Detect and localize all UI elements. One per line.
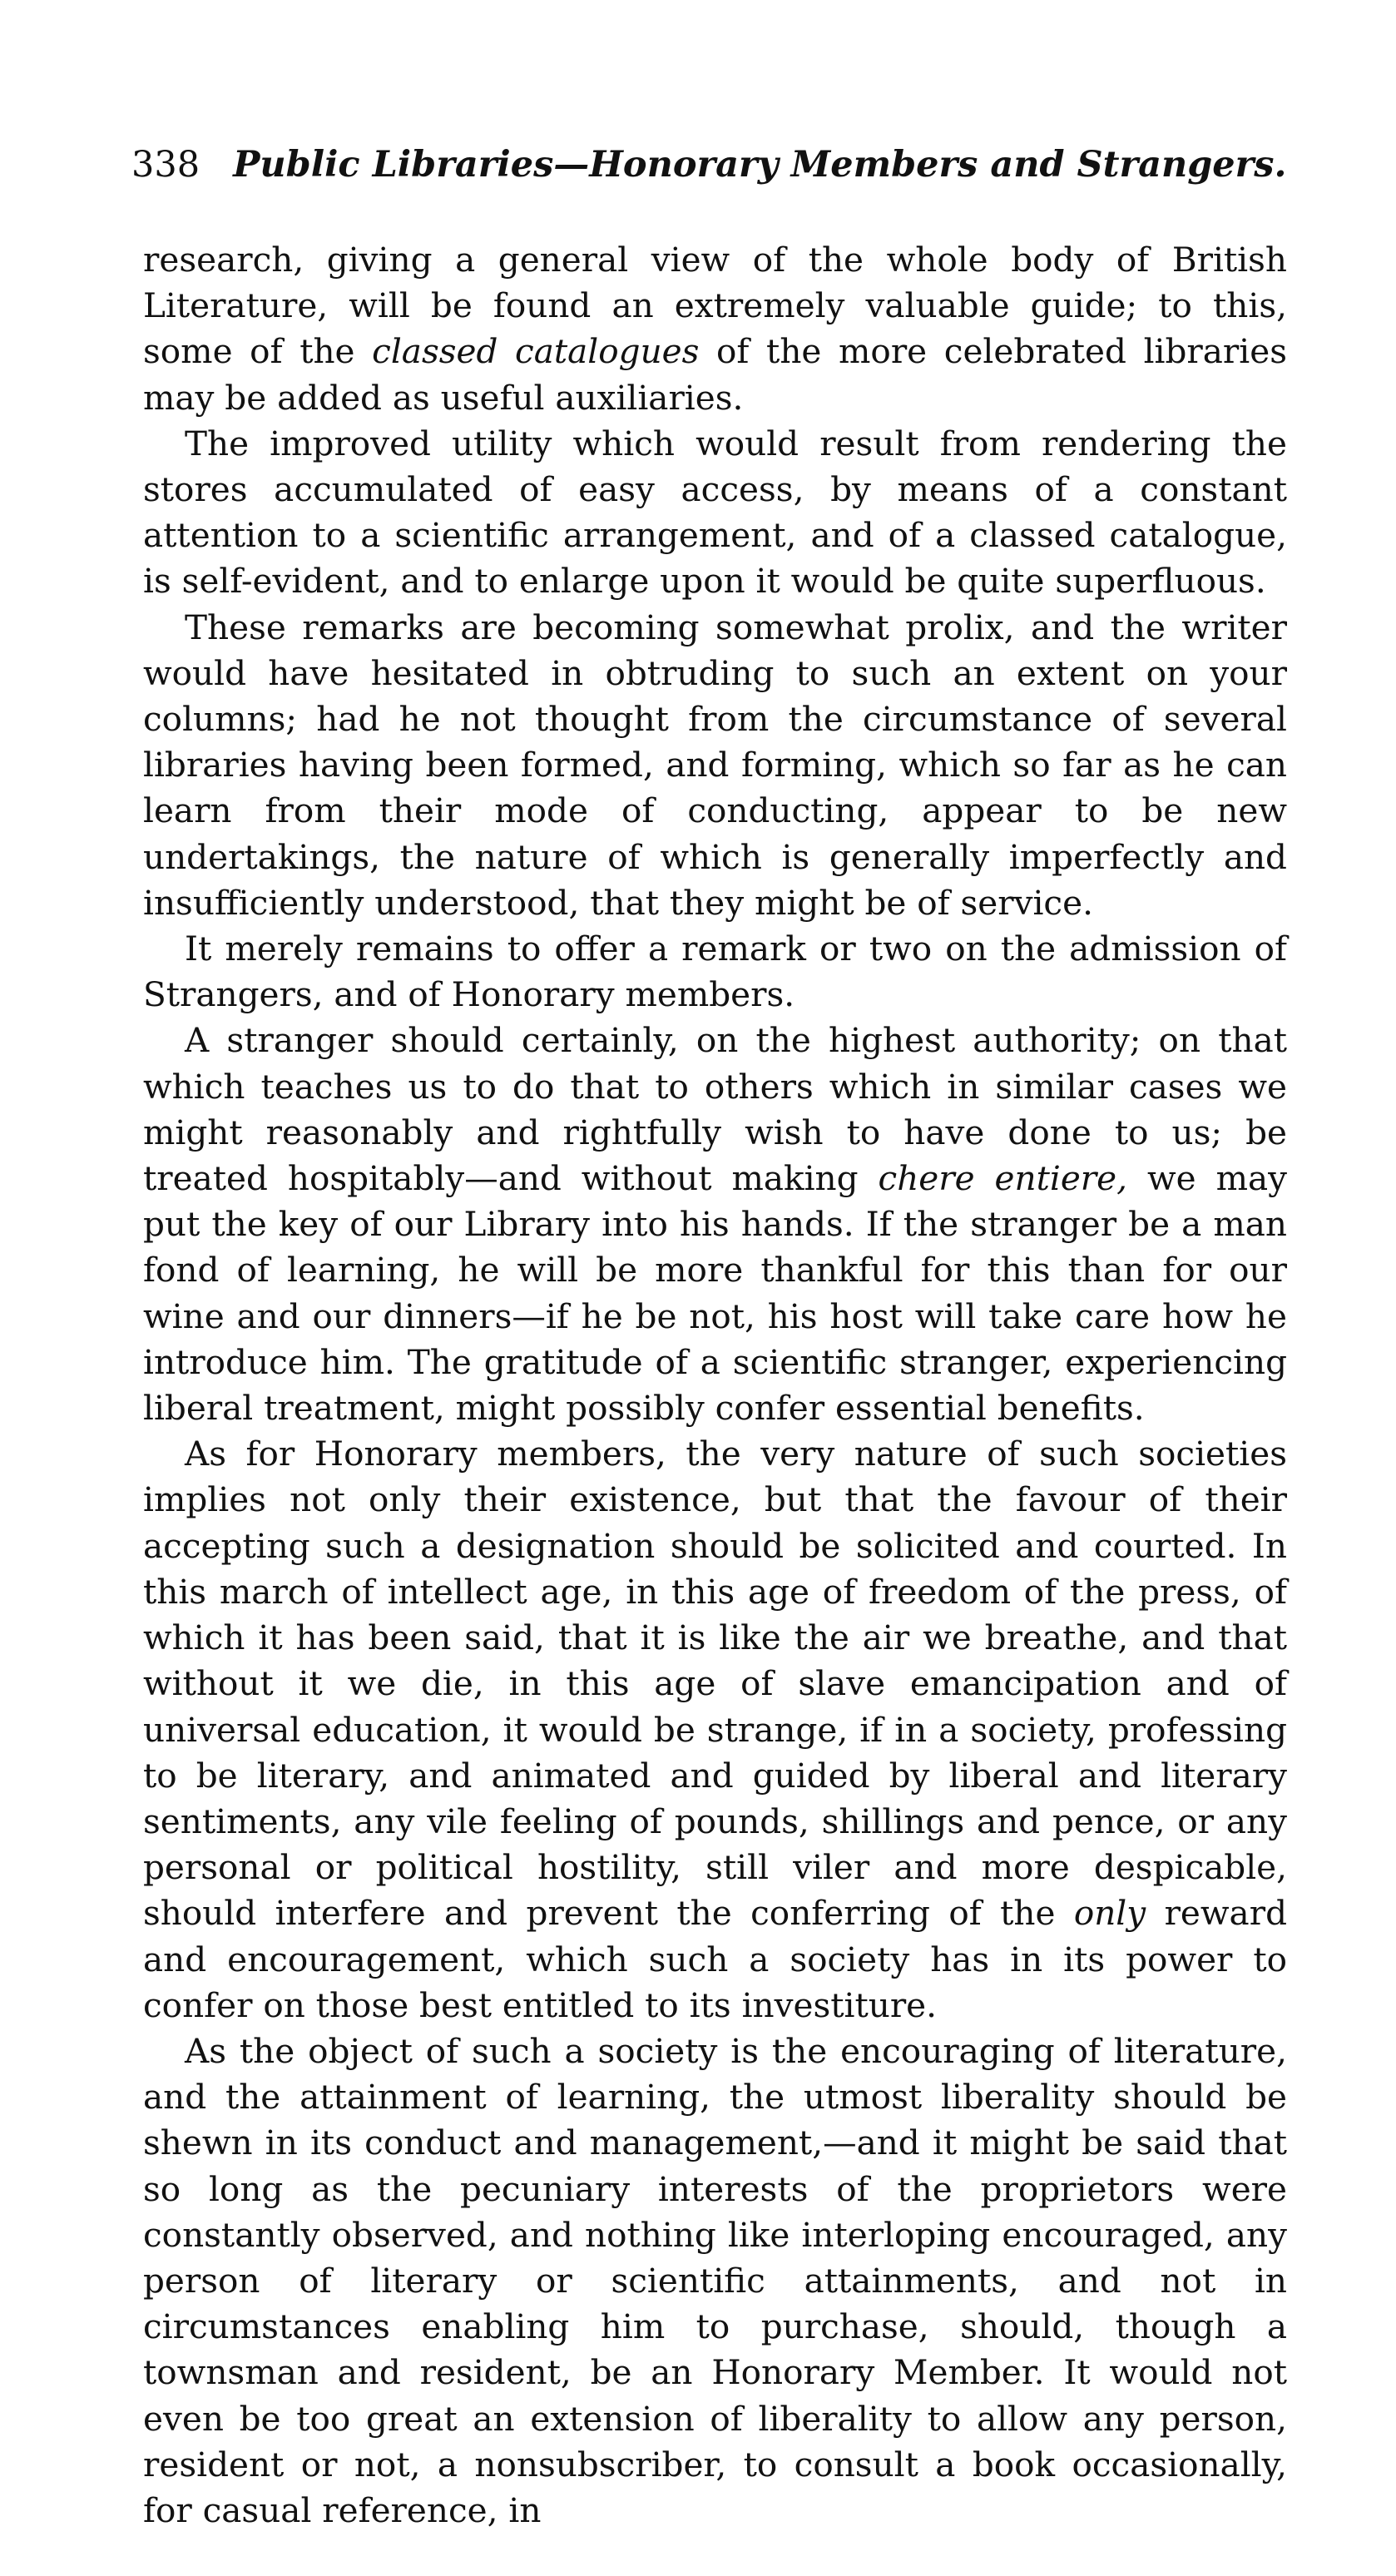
body-text (143, 237, 1287, 2534)
paragraph-4: It merely remains to offer a remark or two on the admission of Strangers, and of Honorary members. (143, 929, 1287, 1015)
paragraph-1-text-b: of the more celebrated libraries may be added as useful auxiliaries. (143, 331, 1287, 418)
paragraph-1-italic: classed catalogues (372, 331, 700, 372)
paragraph-5-text-b: we may put the key of our Library into his hands. If the stranger be a man fond of learning, he will be more thankful for this than for our wine and our dinners—if he be not, his host will take care how he introduce him. The gratitude of a scientific stranger, experiencing liberal treatment, might possibly confer essential benefits. (143, 1158, 1287, 1429)
running-head (131, 143, 1296, 186)
paragraph-6-text-b: reward and encouragement, which such a society has in its power to confer on those best entitled to its investiture. (143, 1893, 1287, 2025)
paragraph-6-text-a: As for Honorary members, the very nature of such societies implies not only their existence, but that the favour of their accepting such a designation should be solicited and courted. In this march of intellect age, in this age of freedom of the press, of which it has been said, that it is like the air we breathe, and that without it we die, in this age of slave emancipation and of universal education, it would be strange, if in a society, professing to be literary, and animated and guided by liberal and literary sentiments, any vile feeling of pounds, shillings and pence, or any personal or political hostility, still viler and more despicable, should interfere and prevent the conferring of the (143, 1434, 1287, 1934)
paragraph-7: As the object of such a society is the encouraging of literature, and the attainment of learning, the utmost liberality should be shewn in its conduct and management,—and it might be said that so long as the pecuniary interests of the proprietors were constantly observed, and nothing like interloping encouraged, any person of literary or scientific attainments, and not in circumstances enabling him to purchase, should, though a townsman and resident, be an Honorary Member. It would not even be too great an extension of liberality to allow any person, resident or not, a nonsubscriber, to consult a book occasionally, for casual reference, in (143, 2030, 1287, 2530)
paragraph-6-italic: only (1073, 1893, 1146, 1934)
paragraph-5-italic: chere entiere, (878, 1158, 1127, 1199)
page-number: 338 (131, 144, 200, 186)
paragraph-1 (143, 237, 1287, 421)
paragraph-3: These remarks are becoming somewhat prolix, and the writer would have hesitated in obtruding to such an extent on your columns; had he not thought from the circumstance of several libraries having been formed, and forming, which so far as he can learn from their mode of conducting, appear to be new undertakings, the nature of which is generally imperfectly and insufficiently understood, that they might be of service. (143, 607, 1287, 923)
paragraph-6 (143, 1431, 1287, 2029)
paragraph-1-text-a: research, giving a general view of the whole body of British Literature, will be found an extremely valuable guide; to this, some of the (143, 240, 1287, 372)
paragraph-5 (143, 1018, 1287, 1431)
paragraph-5-text-a: A stranger should certainly, on the highest authority; on that which teaches us to do that to others which in similar cases we might reasonably and rightfully wish to have done to us; be treated hospitably—and without making (143, 1020, 1287, 1199)
running-title: Public Libraries—Honorary Members and Strangers. (233, 144, 1287, 186)
paragraph-2: The improved utility which would result from rendering the stores accumulated of easy access, by means of a constant attention to a scientific arrangement, and of a classed catalogue, is self-evident, and to enlarge upon it would be quite superfluous. (143, 423, 1287, 602)
